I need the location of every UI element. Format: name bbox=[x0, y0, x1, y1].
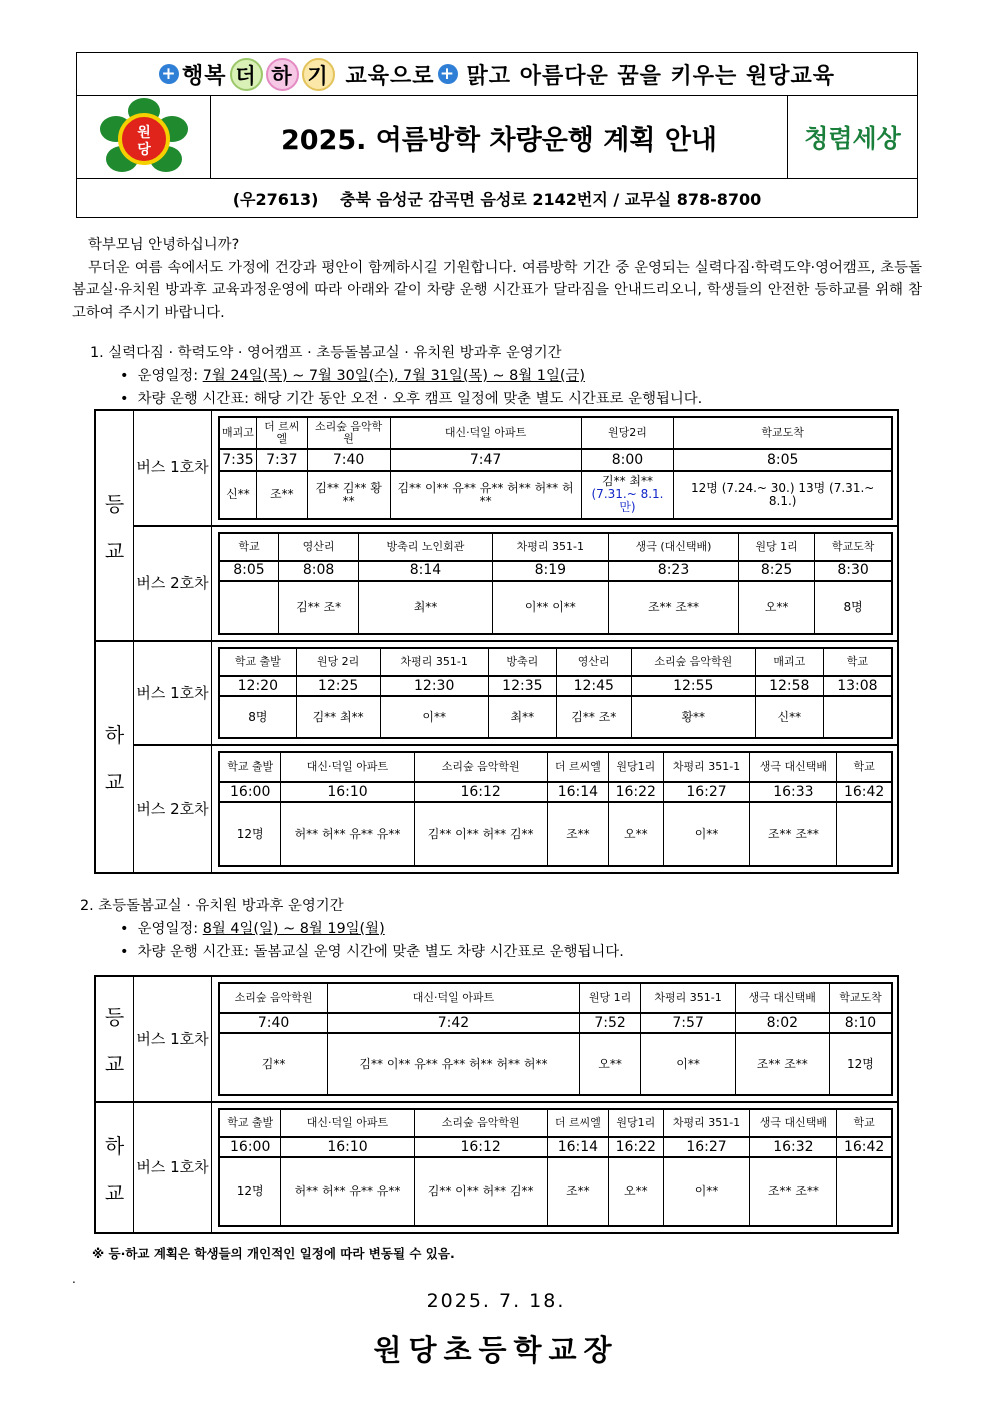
time-cell: 7:40 bbox=[219, 1013, 328, 1033]
rider-cell: 황** bbox=[631, 696, 755, 738]
stop-cell: 학교 bbox=[837, 1109, 892, 1137]
time-cell: 16:00 bbox=[219, 1137, 281, 1157]
period-label: 운영일정: bbox=[137, 368, 203, 384]
rider-cell: 12명 bbox=[219, 802, 281, 866]
time-cell: 8:19 bbox=[492, 561, 608, 581]
time-cell: 7:37 bbox=[256, 449, 307, 471]
time-cell: 8:00 bbox=[581, 449, 674, 471]
stop-cell: 소리숲 음악학원 bbox=[414, 1109, 547, 1137]
intro-text bbox=[72, 234, 922, 324]
stop-cell: 학교 출발 bbox=[219, 1109, 281, 1137]
bullet: • bbox=[120, 391, 129, 407]
school-logo bbox=[77, 96, 211, 178]
stop-cell: 학교도착 bbox=[829, 983, 892, 1013]
slogan-part: 맑고 아름다운 꿈을 키우는 원당교육 bbox=[466, 63, 835, 89]
time-cell: 16:42 bbox=[837, 1137, 892, 1157]
timetable bbox=[218, 982, 893, 1096]
go-block bbox=[96, 411, 897, 642]
rider-cell: 이** bbox=[663, 802, 750, 866]
stop-cell: 학교 bbox=[219, 533, 278, 561]
timetable bbox=[218, 416, 893, 520]
section1-period: 7월 24일(목) ~ 7월 30일(수), 7월 31일(목) ~ 8월 1일(금) bbox=[202, 368, 585, 384]
go-label: 등 교 bbox=[96, 977, 134, 1101]
rider-cell: 조** 조** bbox=[750, 1157, 837, 1226]
time-cell: 8:10 bbox=[829, 1013, 892, 1033]
time-cell: 7:57 bbox=[641, 1013, 735, 1033]
time-cell: 16:00 bbox=[219, 782, 281, 802]
section1-heading bbox=[90, 342, 910, 411]
bus-label: 버스 1호차 bbox=[134, 977, 212, 1101]
plus-icon: + bbox=[159, 64, 179, 84]
rider-cell: 조** bbox=[256, 471, 307, 519]
stop-cell: 소리숲 음악학원 bbox=[631, 648, 755, 676]
time-cell: 8:30 bbox=[815, 561, 892, 581]
back-block bbox=[96, 1103, 897, 1232]
back-block bbox=[96, 642, 897, 872]
stop-cell: 원당 2리 bbox=[296, 648, 380, 676]
time-cell: 12:30 bbox=[380, 676, 488, 696]
time-cell: 8:25 bbox=[739, 561, 815, 581]
bus2-back bbox=[134, 746, 897, 872]
bus-label: 버스 2호차 bbox=[134, 527, 212, 641]
stop-cell: 생극 (대신택배) bbox=[609, 533, 739, 561]
rider-cell: 이** bbox=[380, 696, 488, 738]
bus-label: 버스 1호차 bbox=[134, 642, 212, 744]
rider-cell: 최** bbox=[488, 696, 556, 738]
stop-cell: 차평리 351-1 bbox=[663, 1109, 750, 1137]
time-cell: 16:32 bbox=[750, 1137, 837, 1157]
time-cell: 8:23 bbox=[609, 561, 739, 581]
rider-cell: 허** 허** 유** 유** bbox=[281, 802, 414, 866]
schedule-section2 bbox=[94, 975, 899, 1234]
stop-cell: 차평리 351-1 bbox=[641, 983, 735, 1013]
time-cell: 12:45 bbox=[556, 676, 631, 696]
bus-label: 버스 2호차 bbox=[134, 746, 212, 872]
page-title: 2025. 여름방학 차량운행 계획 안내 bbox=[281, 124, 717, 156]
time-cell: 8:05 bbox=[674, 449, 892, 471]
stop-cell: 학교 bbox=[823, 648, 892, 676]
section2-period: 8월 4일(일) ~ 8월 19일(월) bbox=[202, 921, 385, 937]
time-cell: 16:12 bbox=[414, 782, 547, 802]
stop-cell: 영산리 bbox=[556, 648, 631, 676]
stop-cell: 학교 bbox=[837, 752, 892, 782]
stop-cell: 대신·덕일 아파트 bbox=[390, 417, 581, 449]
timetable bbox=[218, 1108, 893, 1227]
rider-cell: 8명 bbox=[219, 696, 296, 738]
time-cell: 16:42 bbox=[837, 782, 892, 802]
go-block bbox=[96, 977, 897, 1103]
bus1-go bbox=[134, 411, 897, 527]
rider-cell: 김** 조* bbox=[278, 581, 358, 635]
stop-cell: 방축리 bbox=[488, 648, 556, 676]
stop-cell: 더 르씨엘 bbox=[547, 752, 608, 782]
bus-label: 버스 1호차 bbox=[134, 411, 212, 525]
rider-cell: 조** 조** bbox=[735, 1033, 829, 1095]
bus1-back bbox=[134, 642, 897, 746]
stop-cell: 차평리 351-1 bbox=[663, 752, 750, 782]
back-label: 하 교 bbox=[96, 642, 134, 872]
back-label: 하 교 bbox=[96, 1103, 134, 1232]
stop-cell: 생극 대신택배 bbox=[750, 1109, 837, 1137]
time-cell: 8:14 bbox=[359, 561, 492, 581]
time-cell: 8:02 bbox=[735, 1013, 829, 1033]
timetable bbox=[218, 532, 893, 636]
slogan-bubble: 기 bbox=[302, 58, 335, 91]
slogan-banner bbox=[77, 53, 917, 96]
slogan-part: 행복 bbox=[182, 63, 227, 89]
intro-body: 무더운 여름 속에서도 가정에 건강과 평안이 함께하시길 기원합니다. 여름방학 기간 중 운영되는 실력다짐·학력도약·영어캠프, 초등돌봄교실·유치원 방과후 교육과정운영에 따라 아래와 같이 차량 운행 시간표가 달라짐을 안내드리오니, 학생들의 안전한 등하교를 위해 참고하여 주시기 바랍니다. bbox=[72, 259, 922, 321]
section2-heading bbox=[80, 895, 910, 964]
stop-cell: 원당1리 bbox=[609, 752, 664, 782]
rider-cell: 김** 이** 허** 김** bbox=[414, 1157, 547, 1226]
rider-cell: 김** 이** 허** 김** bbox=[414, 802, 547, 866]
time-cell: 16:10 bbox=[281, 782, 414, 802]
time-cell: 7:47 bbox=[390, 449, 581, 471]
stop-cell: 생극 대신택배 bbox=[735, 983, 829, 1013]
time-cell: 12:35 bbox=[488, 676, 556, 696]
time-cell: 7:52 bbox=[579, 1013, 641, 1033]
rider-cell: 김** 이** 유** 유** 허** 허** 허** bbox=[390, 471, 581, 519]
stop-cell: 매괴고 bbox=[755, 648, 823, 676]
time-cell: 12:20 bbox=[219, 676, 296, 696]
schedule-section1 bbox=[94, 409, 899, 874]
section2-note: 차량 운행 시간표: 돌봄교실 운영 시간에 맞춘 별도 차량 시간표로 운행됩니다. bbox=[137, 944, 624, 960]
school-emblem-icon bbox=[96, 97, 192, 177]
go-label: 등 교 bbox=[96, 411, 134, 640]
stop-cell: 대신·덕일 아파트 bbox=[328, 983, 580, 1013]
bus2-go bbox=[134, 527, 897, 641]
slogan-part: 교육으로 bbox=[345, 63, 435, 89]
integrity-logo: 청렴세상 bbox=[787, 96, 917, 178]
greeting: 학부모님 안녕하십니까? bbox=[88, 237, 240, 253]
rider-cell: 김** 조* bbox=[556, 696, 631, 738]
bus-label: 버스 1호차 bbox=[134, 1103, 212, 1232]
stop-cell: 소리숲 음악학원 bbox=[219, 983, 328, 1013]
rider-cell: 허** 허** 유** 유** bbox=[281, 1157, 414, 1226]
rider-cell: 이** bbox=[663, 1157, 750, 1226]
section2-title: 2. 초등돌봄교실 · 유치원 방과후 운영기간 bbox=[80, 898, 344, 914]
time-cell: 16:10 bbox=[281, 1137, 414, 1157]
rider-cell: 오** bbox=[609, 1157, 664, 1226]
time-cell: 8:08 bbox=[278, 561, 358, 581]
emblem-text: 원 bbox=[136, 125, 151, 141]
time-cell: 7:35 bbox=[219, 449, 256, 471]
time-cell: 12:25 bbox=[296, 676, 380, 696]
stop-cell: 원당 1리 bbox=[739, 533, 815, 561]
time-cell: 16:14 bbox=[547, 782, 608, 802]
rider-cell: 조** 조** bbox=[750, 802, 837, 866]
stop-cell: 소리숲 음악학원 bbox=[307, 417, 390, 449]
rider-cell: 김** 최** bbox=[296, 696, 380, 738]
stop-cell: 대신·덕일 아파트 bbox=[281, 752, 414, 782]
bullet: • bbox=[120, 944, 129, 960]
rider-cell: 이** 이** bbox=[492, 581, 608, 635]
stop-cell: 더 르씨엘 bbox=[547, 1109, 608, 1137]
period-label: 운영일정: bbox=[137, 921, 203, 937]
rider-cell: 조** bbox=[547, 1157, 608, 1226]
section1-note: 차량 운행 시간표: 해당 기간 동안 오전 · 오후 캠프 일정에 맞춘 별도 시간표로 운행됩니다. bbox=[137, 391, 703, 407]
stop-cell: 차평리 351-1 bbox=[492, 533, 608, 561]
time-cell: 16:33 bbox=[750, 782, 837, 802]
slogan-bubble: 더 bbox=[230, 58, 263, 91]
stray-mark: . bbox=[72, 1272, 76, 1286]
rider-cell bbox=[823, 696, 892, 738]
rider-cell bbox=[837, 1157, 892, 1226]
rider-cell: 12명 bbox=[829, 1033, 892, 1095]
stop-cell: 학교 출발 bbox=[219, 752, 281, 782]
rider-cell: 12명 bbox=[219, 1157, 281, 1226]
emblem-text: 당 bbox=[136, 142, 151, 158]
stop-cell: 더 르씨엘 bbox=[256, 417, 307, 449]
rider-cell bbox=[219, 581, 278, 635]
stop-cell: 원당 1리 bbox=[579, 983, 641, 1013]
timetable bbox=[218, 751, 893, 867]
issue-date: 2025. 7. 18. bbox=[426, 1290, 566, 1312]
rider-cell: 최** bbox=[359, 581, 492, 635]
date-note: (7.31.~ 8.1.만) bbox=[591, 487, 664, 515]
time-cell: 7:40 bbox=[307, 449, 390, 471]
bus1-back bbox=[134, 1103, 897, 1232]
time-cell: 13:08 bbox=[823, 676, 892, 696]
rider-cell bbox=[837, 802, 892, 866]
time-cell: 16:22 bbox=[609, 1137, 664, 1157]
rider-cell: 신** bbox=[219, 471, 256, 519]
time-cell: 8:05 bbox=[219, 561, 278, 581]
letterhead bbox=[76, 52, 918, 218]
timetable bbox=[218, 647, 893, 739]
stop-cell: 영산리 bbox=[278, 533, 358, 561]
stop-cell: 원당2리 bbox=[581, 417, 674, 449]
rider-cell: 김** 이** 유** 유** 허** 허** 허** bbox=[328, 1033, 580, 1095]
stop-cell: 소리숲 음악학원 bbox=[414, 752, 547, 782]
bus1-go bbox=[134, 977, 897, 1101]
time-cell: 16:14 bbox=[547, 1137, 608, 1157]
rider-cell: 8명 bbox=[815, 581, 892, 635]
time-cell: 12:58 bbox=[755, 676, 823, 696]
time-cell: 16:27 bbox=[663, 782, 750, 802]
stop-cell: 차평리 351-1 bbox=[380, 648, 488, 676]
rider-cell: 조** bbox=[547, 802, 608, 866]
school-address: (우27613) 충북 음성군 감곡면 음성로 2142번지 / 교무실 878-8700 bbox=[232, 189, 762, 209]
rider-cell: 오** bbox=[579, 1033, 641, 1095]
stop-cell: 대신·덕일 아파트 bbox=[281, 1109, 414, 1137]
stop-cell: 매괴고 bbox=[219, 417, 256, 449]
slogan-bubble: 하 bbox=[266, 58, 299, 91]
stop-cell: 학교 출발 bbox=[219, 648, 296, 676]
rider-cell: 김** 김** 황** bbox=[307, 471, 390, 519]
time-cell: 16:27 bbox=[663, 1137, 750, 1157]
stop-cell: 학교도착 bbox=[815, 533, 892, 561]
time-cell: 16:12 bbox=[414, 1137, 547, 1157]
footnote: ※ 등·하교 계획은 학생들의 개인적인 일정에 따라 변동될 수 있음. bbox=[92, 1246, 455, 1261]
principal-signature: 원당초등학교장 bbox=[373, 1333, 619, 1367]
rider-cell: 김** bbox=[219, 1033, 328, 1095]
stop-cell: 생극 대신택배 bbox=[750, 752, 837, 782]
stop-cell: 방축리 노인회관 bbox=[359, 533, 492, 561]
time-cell: 7:42 bbox=[328, 1013, 580, 1033]
stop-cell: 학교도착 bbox=[674, 417, 892, 449]
bullet: • bbox=[120, 368, 129, 384]
plus-icon: + bbox=[438, 64, 458, 84]
rider-cell: 오** bbox=[609, 802, 664, 866]
rider-cell: 김** 최** (7.31.~ 8.1.만) bbox=[581, 471, 674, 519]
rider-cell: 오** bbox=[739, 581, 815, 635]
stop-cell: 원당1리 bbox=[609, 1109, 664, 1137]
bullet: • bbox=[120, 921, 129, 937]
time-cell: 12:55 bbox=[631, 676, 755, 696]
rider-cell: 이** bbox=[641, 1033, 735, 1095]
rider-cell: 신** bbox=[755, 696, 823, 738]
section1-title: 1. 실력다짐 · 학력도약 · 영어캠프 · 초등돌봄교실 · 유치원 방과후 운영기간 bbox=[90, 345, 562, 361]
time-cell: 16:22 bbox=[609, 782, 664, 802]
rider-cell: 12명 (7.24.~ 30.) 13명 (7.31.~ 8.1.) bbox=[674, 471, 892, 519]
rider-cell: 조** 조** bbox=[609, 581, 739, 635]
